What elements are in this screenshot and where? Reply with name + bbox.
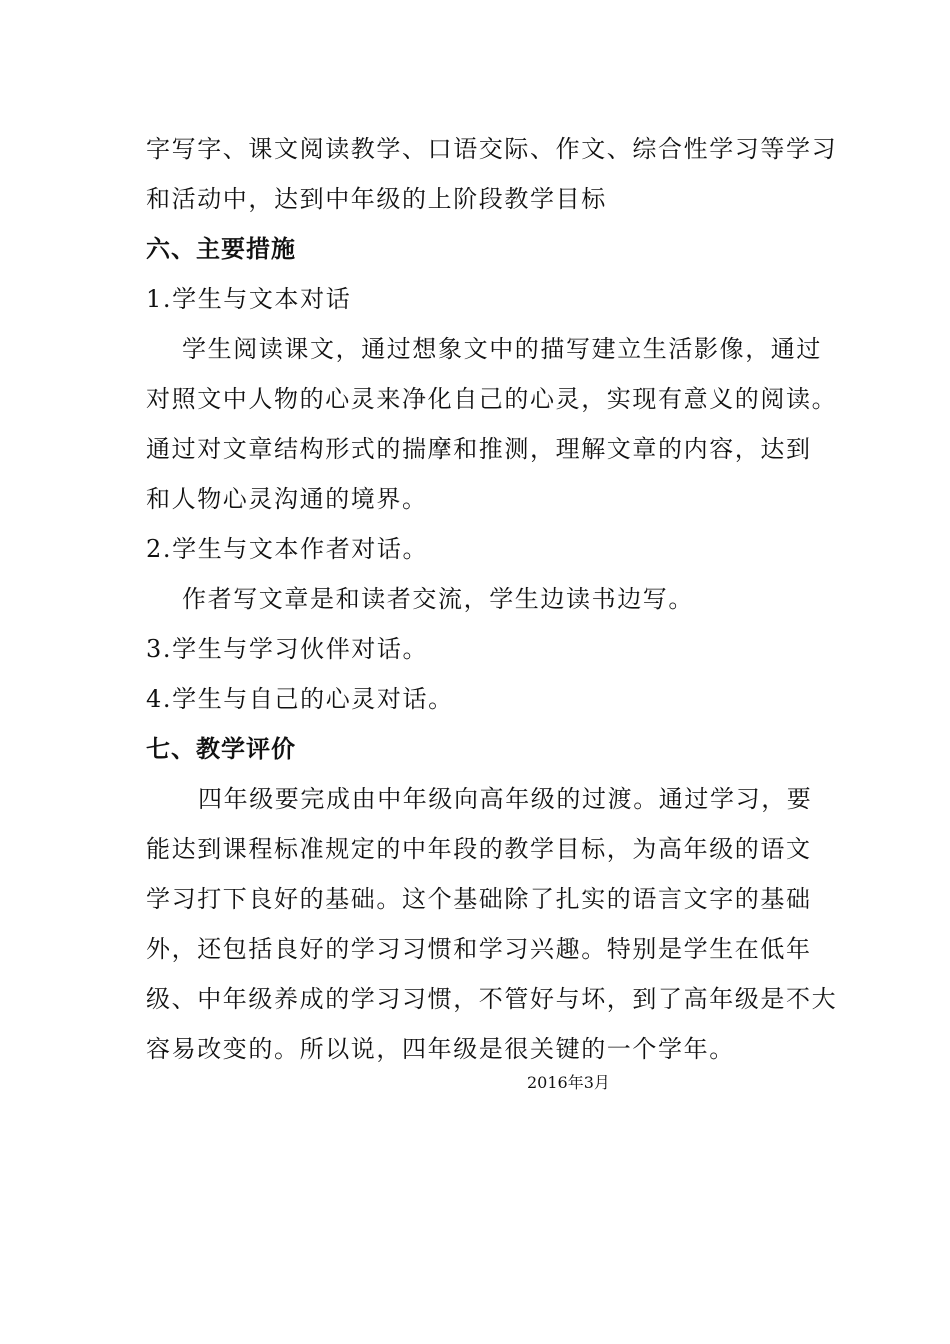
item-2-title: 2.学生与文本作者对话。 (146, 535, 429, 563)
section-7-heading: 七、教学评价 (146, 734, 296, 763)
section-7-body-line-1: 四年级要完成由中年级向高年级的过渡。通过学习，要 (198, 785, 813, 813)
item-2-body: 作者写文章是和读者交流，学生边读书边写。 (182, 585, 694, 613)
section-7-body-line-6: 容易改变的。所以说，四年级是很关键的一个学年。 (146, 1035, 735, 1063)
item-1-body-line-3: 通过对文章结构形式的揣摩和推测，理解文章的内容，达到 (146, 435, 812, 463)
item-1-body-line-4: 和人物心灵沟通的境界。 (146, 485, 428, 513)
section-7-body-line-5: 级、中年级养成的学习习惯，不管好与坏，到了高年级是不大 (146, 985, 838, 1013)
item-3-title: 3.学生与学习伙伴对话。 (146, 635, 429, 663)
section-7-body-line-2: 能达到课程标准规定的中年段的教学目标，为高年级的语文 (146, 835, 812, 863)
section-7-body-line-4: 外，还包括良好的学习习惯和学习兴趣。特别是学生在低年 (146, 935, 812, 963)
item-1-body-line-1: 学生阅读课文，通过想象文中的描写建立生活影像，通过 (182, 335, 822, 363)
section-7-body-line-3: 学习打下良好的基础。这个基础除了扎实的语言文字的基础 (146, 885, 812, 913)
item-1-title: 1.学生与文本对话 (146, 285, 352, 313)
document-date: 2016年3月 (527, 1073, 610, 1092)
section-6-heading: 六、主要措施 (146, 234, 296, 263)
intro-line-2: 和活动中，达到中年级的上阶段教学目标 (146, 185, 607, 213)
item-1-body-line-2: 对照文中人物的心灵来净化自己的心灵，实现有意义的阅读。 (146, 385, 838, 413)
item-4-title: 4.学生与自己的心灵对话。 (146, 685, 454, 713)
intro-line-1: 字写字、课文阅读教学、口语交际、作文、综合性学习等学习 (146, 135, 838, 163)
